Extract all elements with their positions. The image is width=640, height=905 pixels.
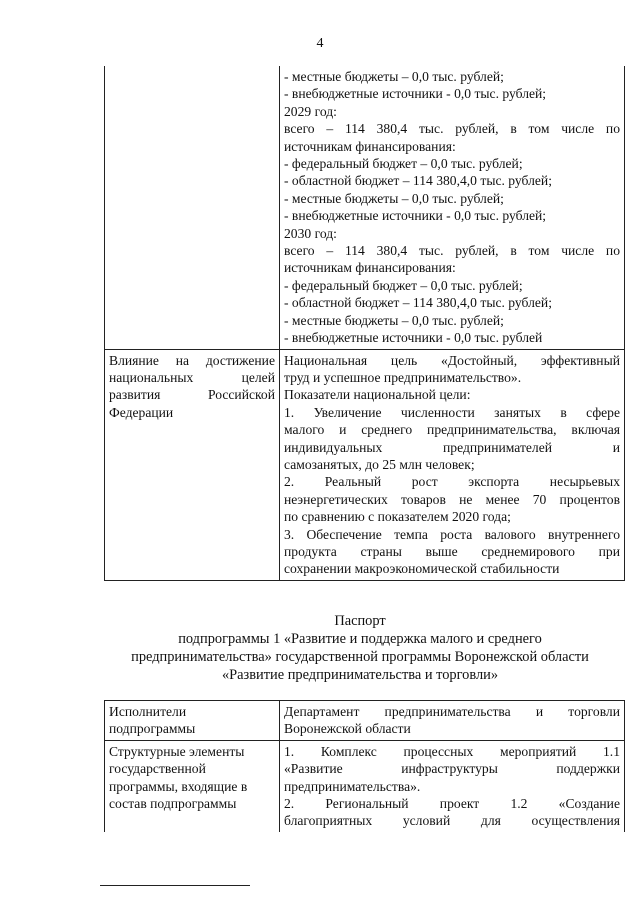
page-number: 4 [316, 36, 324, 51]
text-line: 1. Увеличение численности занятых в сфере [284, 404, 620, 420]
table-row [105, 66, 625, 349]
text-line: благоприятных условий для осуществления [284, 813, 620, 829]
text-line: Исполнители [109, 704, 187, 719]
text-line: национальных целей [109, 369, 275, 385]
funding-details-cell [280, 66, 625, 349]
table-row [105, 349, 625, 580]
heading-title: Паспорт [334, 613, 386, 629]
text-line: 2. Реальный рост экспорта несырьевых [284, 474, 620, 490]
text-line: труд и успешное предпринимательство». [284, 369, 522, 385]
text-line: малого и среднего предпринимательства, включая [284, 422, 620, 438]
text-line: 2029 год: [284, 103, 337, 119]
text-line: Федерации [109, 404, 174, 420]
text-line: 3. Обеспечение темпа роста валового внутреннего [284, 526, 620, 542]
text-line: - местные бюджеты – 0,0 тыс. рублей; [284, 190, 504, 206]
text-line: государственной [109, 761, 206, 777]
subprogram-passport-heading [100, 612, 620, 684]
text-line: всего – 114 380,4 тыс. рублей, в том числе по [284, 121, 620, 137]
text-line: - внебюджетные источники - 0,0 тыс. рублей; [284, 208, 547, 224]
text-line: подпрограммы [109, 721, 196, 737]
text-line: - федеральный бюджет – 0,0 тыс. рублей; [284, 277, 523, 293]
text-line: 2. Региональный проект 1.2 «Создание [284, 796, 620, 812]
table-row [105, 740, 625, 832]
text-line: Показатели национальной цели: [284, 387, 471, 403]
text-line: Департамент предпринимательства и торговли [284, 704, 620, 719]
table-row [105, 701, 625, 741]
table-cell-empty [105, 66, 280, 349]
national-goals-label-cell [105, 349, 280, 580]
executors-content-cell [280, 701, 625, 741]
heading-line: «Развитие предпринимательства и торговли» [221, 667, 499, 683]
text-line: сохранении макроэкономической стабильности [284, 561, 560, 577]
structural-elements-label-cell [105, 740, 280, 832]
text-line: - местные бюджеты – 0,0 тыс. рублей; [284, 312, 504, 328]
text-line: - федеральный бюджет – 0,0 тыс. рублей; [284, 156, 523, 172]
text-line: индивидуальных предпринимателей и [284, 439, 620, 455]
program-passport-table-continued [104, 66, 625, 581]
text-line: Структурные элементы [109, 743, 245, 759]
subprogram-passport-table [104, 700, 625, 832]
text-line: самозанятых, до 25 млн человек; [284, 456, 475, 472]
text-line: - областной бюджет – 114 380,4,0 тыс. рублей; [284, 173, 552, 189]
text-line: развития Российской [109, 387, 275, 403]
text-line: по сравнению с показателем 2020 года; [284, 509, 511, 525]
text-line: Влияние на достижение [109, 352, 275, 368]
executors-label-cell [105, 701, 280, 741]
text-line: источникам финансирования: [284, 260, 456, 276]
text-line: - местные бюджеты – 0,0 тыс. рублей; [284, 69, 504, 84]
text-line: программы, входящие в [109, 778, 248, 794]
text-line: «Развитие инфраструктуры поддержки [284, 761, 620, 777]
structural-elements-content-cell [280, 740, 625, 832]
text-line: неэнергетических товаров не менее 70 процентов [284, 491, 620, 507]
text-line: 1. Комплекс процессных мероприятий 1.1 [284, 743, 620, 759]
text-line: - внебюджетные источники - 0,0 тыс. рублей; [284, 86, 547, 102]
text-line: предпринимательства». [284, 778, 421, 794]
text-line: Национальная цель «Достойный, эффективный [284, 352, 620, 368]
text-line: - областной бюджет – 114 380,4,0 тыс. рублей; [284, 295, 552, 311]
text-line: источникам финансирования: [284, 138, 456, 154]
text-line: Воронежской области [284, 721, 411, 737]
text-line: - внебюджетные источники - 0,0 тыс. рублей [284, 330, 543, 346]
text-line: состав подпрограммы [109, 796, 237, 812]
heading-line: предпринимательства» государственной программы Воронежской области [131, 649, 589, 665]
text-line: всего – 114 380,4 тыс. рублей, в том числе по [284, 243, 620, 259]
text-line: продукта страны выше среднемирового при [284, 543, 620, 559]
heading-line: подпрограммы 1 «Развитие и поддержка малого и среднего [178, 631, 542, 647]
national-goals-content-cell [280, 349, 625, 580]
text-line: 2030 год: [284, 225, 337, 241]
footnote-separator [100, 885, 250, 886]
